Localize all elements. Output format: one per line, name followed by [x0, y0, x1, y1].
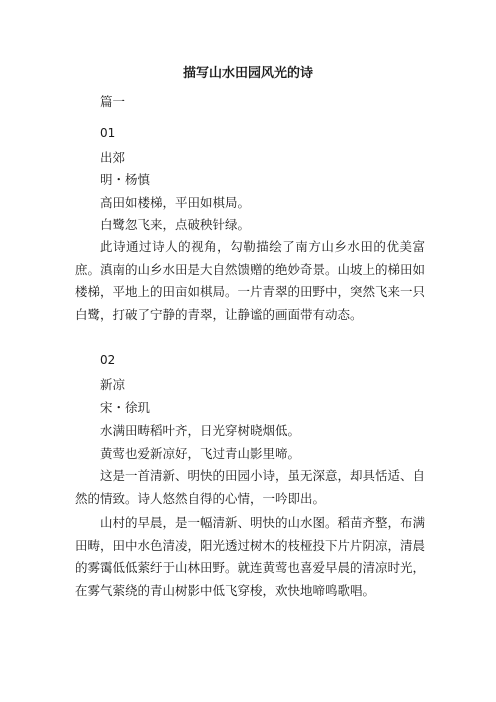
poem-1-number: 01: [100, 126, 116, 140]
poem-2-title: 新凉: [100, 377, 126, 392]
poem-2-number: 02: [100, 353, 116, 367]
poem-1-title: 出郊: [100, 150, 126, 165]
poem-2-author: 宋・徐玑: [100, 400, 151, 415]
poem-2-commentary-1: 这是一首清新、明快的田园小诗，虽无深意，却具恬适、自然的情致。诗人悠然自得的心情，一吟即出。: [75, 468, 426, 506]
document-title: 描写山水田园风光的诗: [182, 66, 313, 81]
poem-1-author: 明・杨慎: [100, 172, 151, 187]
poem-1-line-2: 白鹭忽飞来，点破秧针绿。: [100, 217, 251, 232]
section-label: 篇一: [100, 94, 126, 109]
poem-2-line-1: 水满田畴稻叶齐，日光穿树晓烟低。: [100, 423, 301, 438]
poem-2-commentary-2: 山村的早晨，是一幅清新、明快的山水图。稻苗齐整，布满田畴，田中水色清凌，阳光透过树木的枝桠投下片片阴凉，清晨的雾霭低低萦纡于山林田野。就连黄莺也喜爱早晨的清凉时光，在雾气萦绕的青山树影中低飞穿梭，欢快地啼鸣歌唱。: [75, 515, 426, 598]
poem-1-line-1: 高田如楼梯，平田如棋局。: [100, 195, 251, 210]
poem-1-commentary: 此诗通过诗人的视角，勾勒描绘了南方山乡水田的优美富庶。滇南的山乡水田是大自然馈赠的绝妙奇景。山坡上的梯田如楼梯，平地上的田亩如棋局。一片青翠的田野中，突然飞来一只白鹭，打破了宁静的青翠，让静谧的画面带有动态。: [75, 239, 426, 322]
poem-2-line-2: 黄莺也爱新凉好，飞过青山影里啼。: [100, 446, 301, 461]
